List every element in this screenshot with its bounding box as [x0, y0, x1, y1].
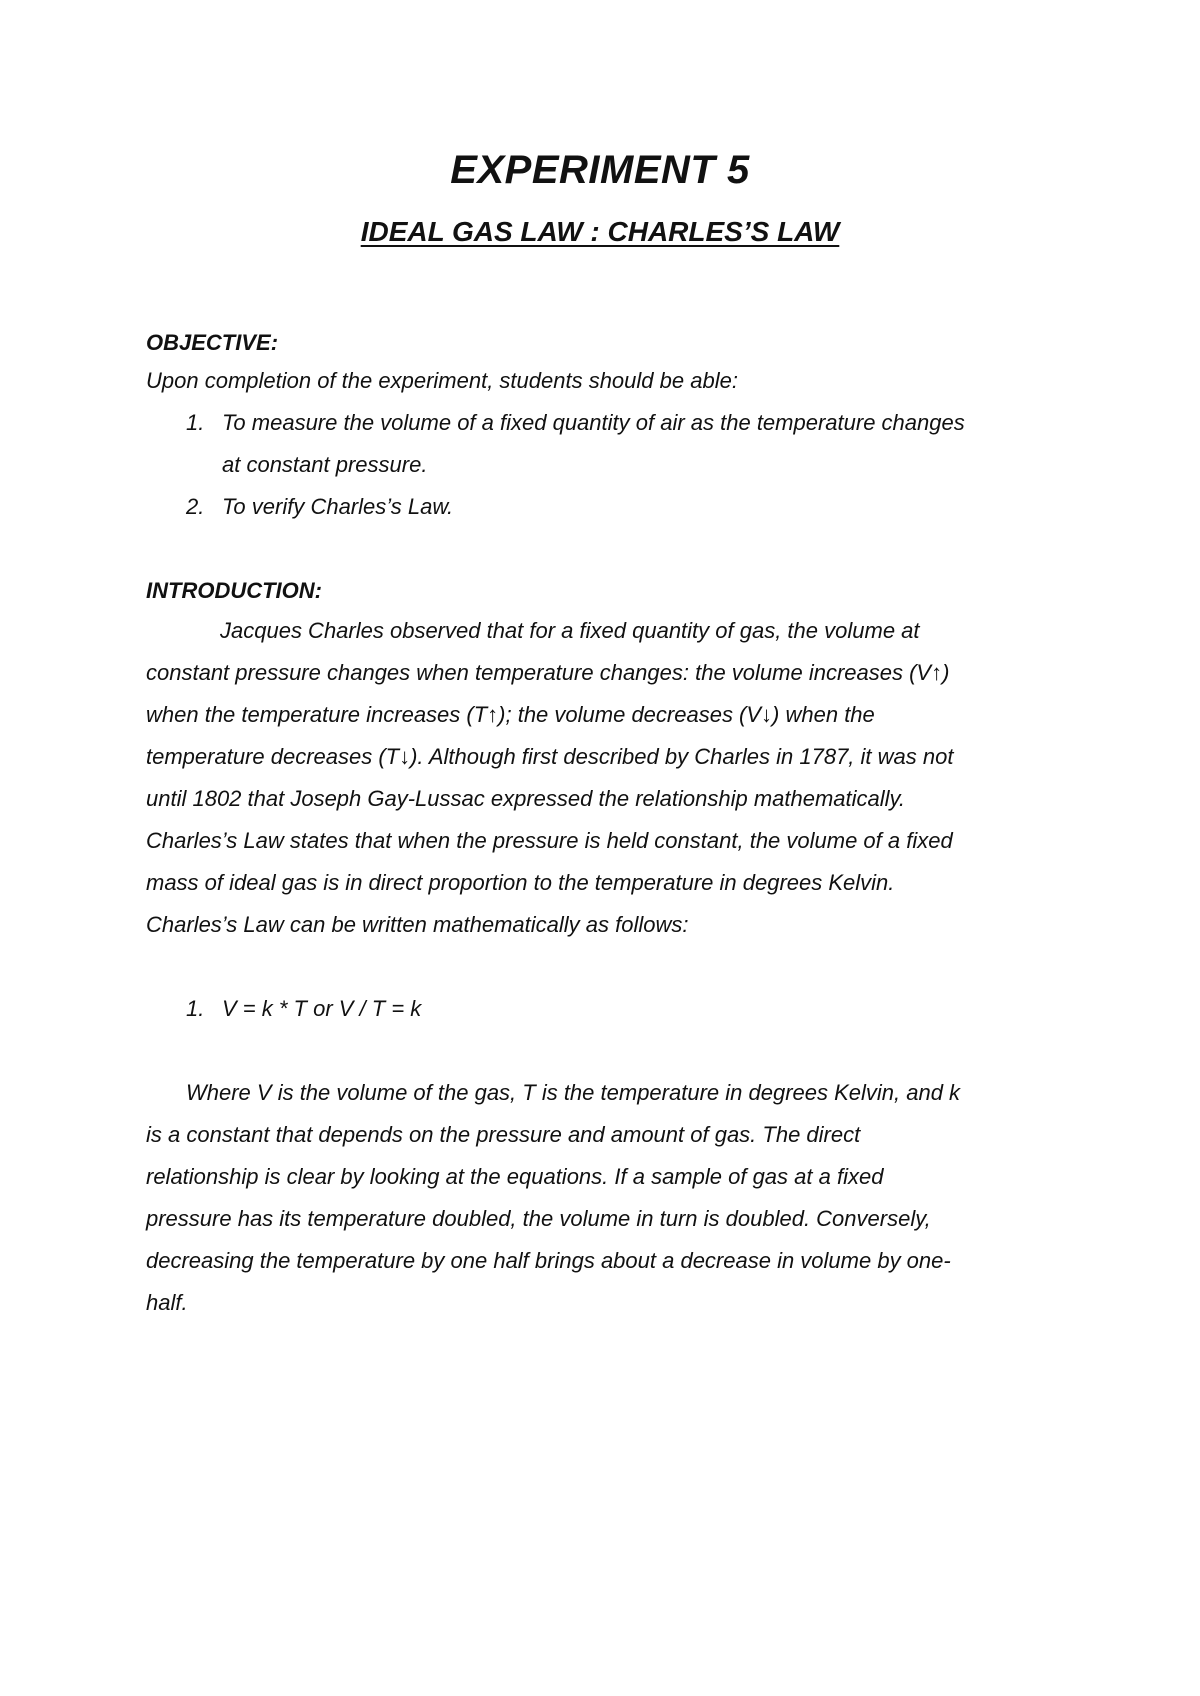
introduction-heading: INTRODUCTION: — [146, 578, 322, 603]
objective-intro: Upon completion of the experiment, students should be able: — [146, 368, 738, 393]
introduction-line: Jacques Charles observed that for a fixed quantity of gas, the volume at — [220, 618, 920, 643]
objective-item-number: 1. — [186, 410, 205, 435]
explanation-line: Where V is the volume of the gas, T is the temperature in degrees Kelvin, and k — [186, 1080, 961, 1105]
introduction-line: Charles’s Law states that when the pressure is held constant, the volume of a fixed — [146, 828, 953, 853]
page-title: EXPERIMENT 5 — [450, 148, 750, 192]
introduction-line: constant pressure changes when temperature changes: the volume increases (V↑) — [146, 660, 950, 685]
introduction-line: mass of ideal gas is in direct proportion to the temperature in degrees Kelvin. — [146, 870, 895, 895]
introduction-line: temperature decreases (T↓). Although first described by Charles in 1787, it was not — [146, 744, 954, 769]
explanation-line: pressure has its temperature doubled, the volume in turn is doubled. Conversely, — [146, 1206, 931, 1231]
explanation-line: relationship is clear by looking at the equations. If a sample of gas at a fixed — [146, 1164, 884, 1189]
introduction-line: until 1802 that Joseph Gay-Lussac expressed the relationship mathematically. — [146, 786, 906, 811]
page-subtitle: IDEAL GAS LAW : CHARLES’S LAW — [360, 216, 840, 247]
introduction-line: when the temperature increases (T↑); the volume decreases (V↓) when the — [146, 702, 875, 727]
objective-heading: OBJECTIVE: — [146, 330, 279, 355]
objective-item-number: 2. — [186, 494, 205, 519]
explanation-line: decreasing the temperature by one half brings about a decrease in volume by one- — [146, 1248, 951, 1273]
introduction-line: Charles’s Law can be written mathematically as follows: — [146, 912, 689, 937]
explanation-line: half. — [146, 1290, 188, 1315]
objective-item-line: To measure the volume of a fixed quantity of air as the temperature changes — [222, 410, 965, 435]
equation-number: 1. — [186, 996, 205, 1021]
objective-item-line: To verify Charles’s Law. — [222, 494, 454, 519]
equation: V = k * T or V / T = k — [222, 996, 422, 1021]
objective-item-line: at constant pressure. — [222, 452, 428, 477]
explanation-line: is a constant that depends on the pressure and amount of gas. The direct — [146, 1122, 861, 1147]
